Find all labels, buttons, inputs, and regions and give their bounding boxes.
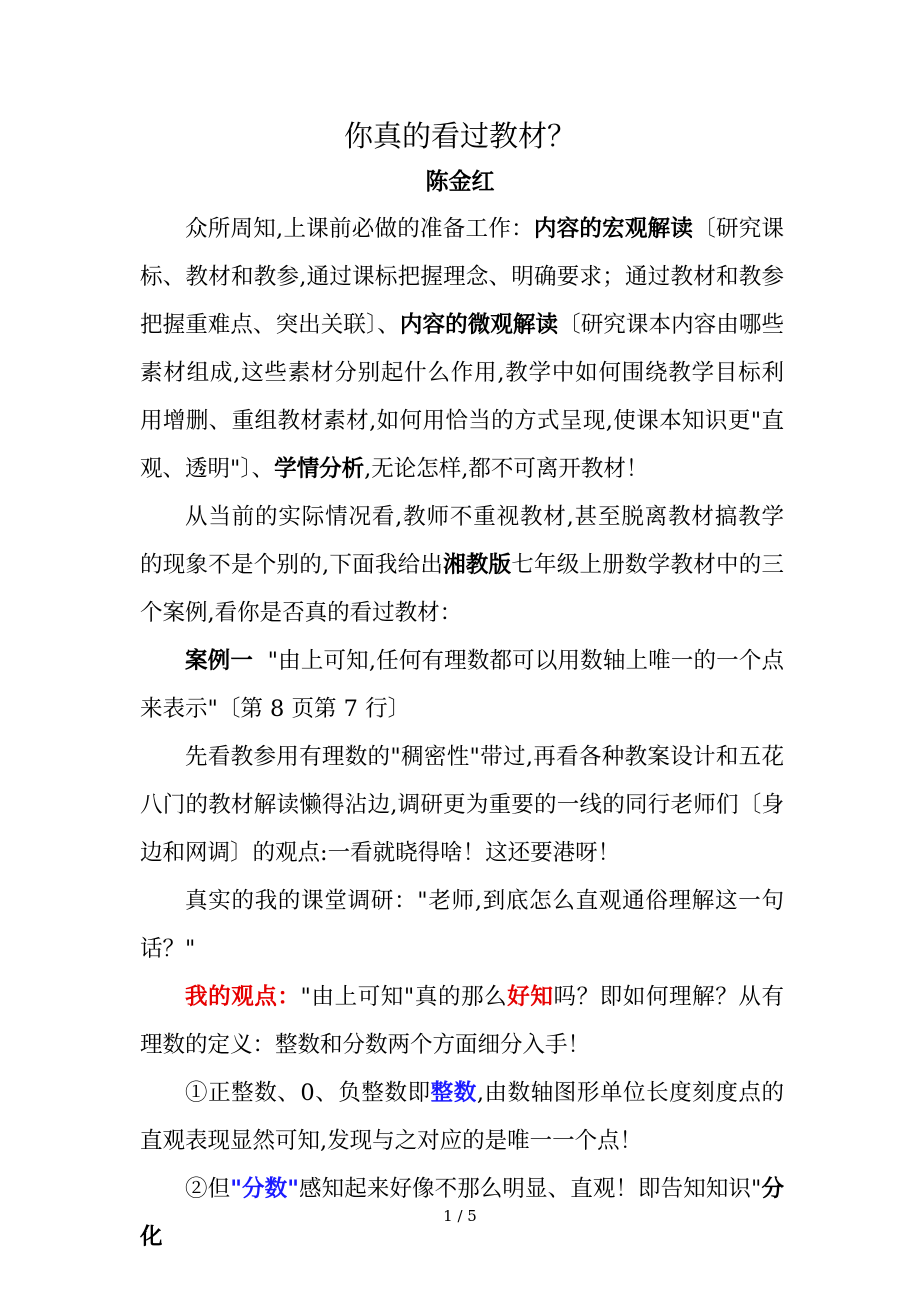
bold-term: 内容的宏观解读 bbox=[533, 216, 694, 242]
paragraph-survey bbox=[140, 733, 784, 877]
author-name: 陈金红 bbox=[425, 168, 495, 195]
bold-term: 湘教版 bbox=[443, 552, 512, 578]
case-label: 案例一 bbox=[185, 648, 254, 674]
text-span: 众所周知,上课前必做的准备工作： bbox=[185, 216, 534, 242]
red-highlight: 好知 bbox=[507, 984, 554, 1010]
bold-term: 分化 bbox=[140, 1176, 784, 1250]
text-span: 吗？即如何理解？从有理数的定义：整数和分数两个方面细分入手！ bbox=[140, 984, 784, 1058]
blue-highlight: 整数 bbox=[430, 1080, 477, 1106]
paragraph-point-one bbox=[140, 1069, 784, 1165]
text-span: "由上可知,任何有理数都可以用数轴上唯一的一个点来表示"〔第 8 页第 7 行〕 bbox=[140, 648, 784, 722]
red-label: 我的观点： bbox=[185, 984, 301, 1010]
text-span: ②但 bbox=[185, 1176, 231, 1202]
paragraph-classroom bbox=[140, 877, 784, 973]
text-span: "由上可知"真的那么 bbox=[300, 984, 508, 1010]
paragraph-intro bbox=[140, 205, 784, 493]
text-span: 〔研究课标、教材和教参,通过课标把握理念、明确要求；通过教材和教参把握重难点、突出关联〕、 bbox=[140, 216, 784, 338]
paragraph-opinion bbox=[140, 973, 784, 1069]
document-body bbox=[140, 205, 784, 1261]
text-span: ,无论怎样,都不可离开教材！ bbox=[364, 456, 649, 482]
document-title: 你真的看过教材？ bbox=[343, 119, 576, 153]
blue-highlight: "分数" bbox=[230, 1176, 299, 1202]
bold-term: 学情分析 bbox=[274, 456, 365, 482]
text-span: 感知起来好像不那么明显、直观！即告知知识" bbox=[298, 1176, 762, 1202]
text-span: 从当前的实际情况看,教师不重视教材,甚至脱离教材搞教学的现象不是个别的,下面我给出 bbox=[140, 504, 784, 578]
text-span: ①正整数、0、负整数即 bbox=[185, 1080, 431, 1106]
text-span: 先看教参用有理数的"稠密性"带过,再看各种教案设计和五花八门的教材解读懒得沾边,调研更为重要的一线的同行老师们〔身边和网调〕的观点:一看就晓得啥！这还要港呀！ bbox=[140, 744, 784, 866]
page-number: 1 / 5 bbox=[443, 1207, 477, 1225]
paragraph-case-one bbox=[140, 637, 784, 733]
bold-term: 内容的微观解读 bbox=[399, 312, 559, 338]
text-span: ,由数轴图形单位长度刻度点的直观表现显然可知,发现与之对应的是唯一一个点！ bbox=[140, 1080, 784, 1154]
text-span: 真实的我的课堂调研："老师,到底怎么直观通俗理解这一句话？" bbox=[140, 888, 784, 962]
text-span: 七年级上册数学教材中的三个案例,看你是否真的看过教材： bbox=[140, 552, 784, 626]
text-span: 〔研究课本内容由哪些素材组成,这些素材分别起什么作用,教学中如何围绕教学目标利用增删、重组教材素材,如何用恰当的方式呈现,使课本知识更"直观、透明"〕、 bbox=[140, 312, 784, 482]
paragraph-context bbox=[140, 493, 784, 637]
